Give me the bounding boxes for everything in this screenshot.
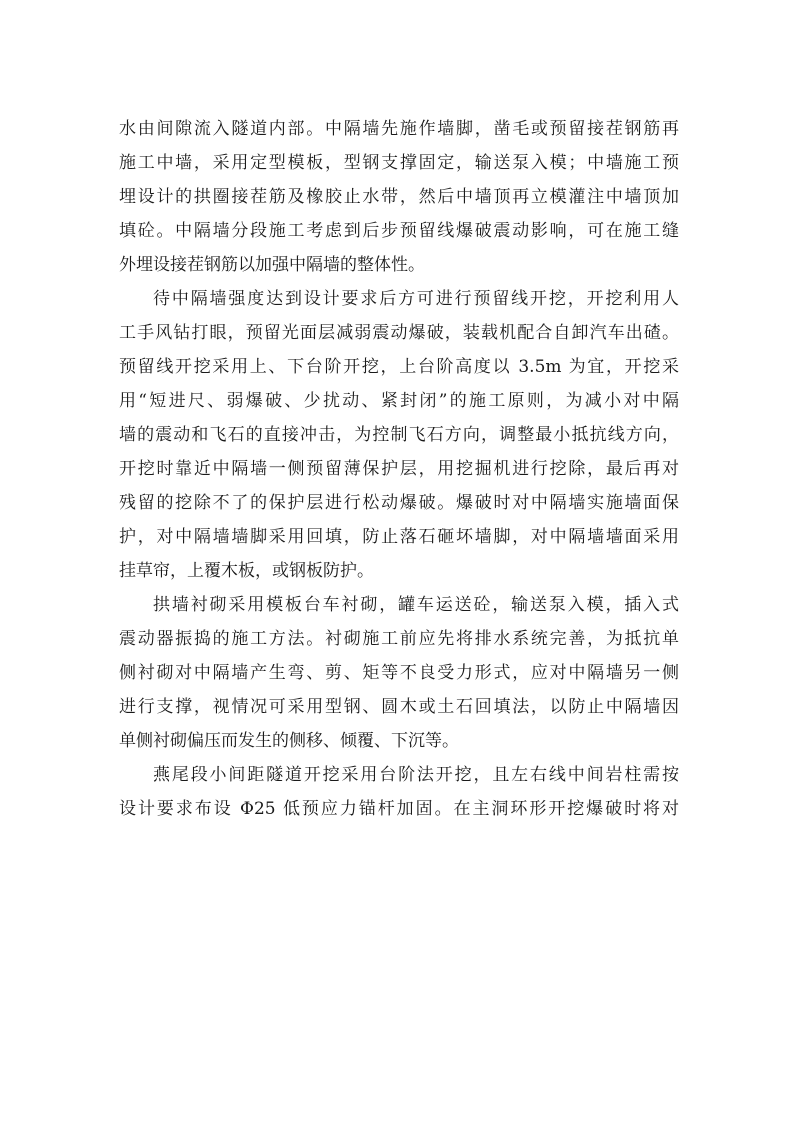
- text-line: 挂草帘，上覆木板，或钢板防护。: [119, 561, 374, 581]
- text-line: 震动器振捣的施工方法。衬砌施工前应先将排水系统完善，为抵抗单: [119, 629, 679, 649]
- text-line: 进行支撑，视情况可采用型钢、圆木或土石回填法，以防止中隔墙因: [119, 697, 679, 717]
- text-line: 护，对中隔墙墙脚采用回填，防止落石砸坏墙脚，对中隔墙墙面采用: [119, 527, 679, 547]
- text-line: 施工中墙，采用定型模板，型钢支撑固定，输送泵入模；中墙施工预: [119, 153, 679, 173]
- text-line: 侧衬砌对中隔墙产生弯、剪、矩等不良受力形式，应对中隔墙另一侧: [119, 663, 679, 683]
- text-line: 待中隔墙强度达到设计要求后方可进行预留线开挖，开挖利用人: [153, 289, 679, 309]
- text-line: 工手风钻打眼，预留光面层减弱震动爆破，装载机配合自卸汽车出碴。: [119, 323, 679, 343]
- paragraph-2: [119, 282, 679, 588]
- text-line: 墙的震动和飞石的直接冲击，为控制飞石方向，调整最小抵抗线方向，: [119, 425, 679, 445]
- text-line: 残留的挖除不了的保护层进行松动爆破。爆破时对中隔墙实施墙面保: [119, 493, 679, 513]
- text-line: 预留线开挖采用上、下台阶开挖，上台阶高度以 3.5m 为宜，开挖采: [119, 357, 679, 377]
- paragraph-1: [119, 112, 679, 282]
- text-line: 单侧衬砌偏压而发生的侧移、倾覆、下沉等。: [119, 731, 459, 751]
- text-line: 水由间隙流入隧道内部。中隔墙先施作墙脚，凿毛或预留接茬钢筋再: [119, 119, 679, 139]
- paragraph-3: [119, 588, 679, 758]
- body-text: [119, 112, 679, 826]
- text-line: 燕尾段小间距隧道开挖采用台阶法开挖，且左右线中间岩柱需按: [153, 765, 679, 785]
- text-line: 设计要求布设 Φ25 低预应力锚杆加固。在主洞环形开挖爆破时将对: [119, 799, 679, 819]
- text-line: 埋设计的拱圈接茬筋及橡胶止水带，然后中墙顶再立模灌注中墙顶加: [119, 187, 679, 207]
- text-line: 填砼。中隔墙分段施工考虑到后步预留线爆破震动影响，可在施工缝: [119, 221, 679, 241]
- text-line: 用“短进尺、弱爆破、少扰动、紧封闭”的施工原则，为减小对中隔: [119, 391, 679, 411]
- paragraph-4: [119, 758, 679, 826]
- text-line: 拱墙衬砌采用模板台车衬砌，罐车运送砼，输送泵入模，插入式: [153, 595, 679, 615]
- text-line: 外埋设接茬钢筋以加强中隔墙的整体性。: [119, 255, 425, 275]
- text-line: 开挖时靠近中隔墙一侧预留薄保护层，用挖掘机进行挖除，最后再对: [119, 459, 679, 479]
